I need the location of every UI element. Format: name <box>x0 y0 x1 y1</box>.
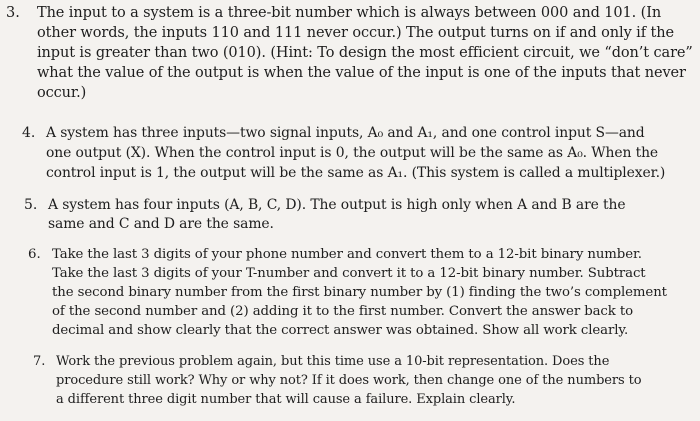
problem-number: 6. <box>28 247 41 262</box>
problem-text-line: what the value of the output is when the value of the input is one of the inputs that never <box>37 65 686 81</box>
problem-number: 3. <box>6 5 20 21</box>
problem-text-line: Take the last 3 digits of your T-number and convert it to a 12-bit binary number. Subtract <box>52 266 646 281</box>
problem-text-line: control input is 1, the output will be the same as A₁. (This system is called a multiplexer.) <box>46 165 666 181</box>
problem-text-line: A system has three inputs—two signal inputs, A₀ and A₁, and one control input S—and <box>46 125 645 141</box>
problem-text-line: of the second number and (2) adding it to the first number. Convert the answer back to <box>52 304 634 319</box>
problem-text-line: A system has four inputs (A, B, C, D). The output is high only when A and B are the <box>48 197 626 213</box>
problem-number: 7. <box>33 354 46 369</box>
problem-text-line: input is greater than two (010). (Hint: To design the most efficient circuit, we “don’t care” <box>37 45 693 61</box>
problem-text-line: the second binary number from the first binary number by (1) finding the two’s complement <box>52 285 667 300</box>
problem-text-line: occur.) <box>37 85 87 101</box>
problem-text-line: other words, the inputs 110 and 111 never occur.) The output turns on if and only if the <box>37 25 674 41</box>
problem-number: 4. <box>22 125 36 141</box>
problem-text-line: same and C and D are the same. <box>48 216 274 232</box>
problem-text-line: a different three digit number that will cause a failure. Explain clearly. <box>56 392 516 407</box>
problem-text-line: procedure still work? Why or why not? If it does work, then change one of the numbers to <box>56 373 642 388</box>
problem-text-line: decimal and show clearly that the correct answer was obtained. Show all work clearly. <box>52 323 629 338</box>
problem-number: 5. <box>24 197 38 213</box>
problem-text-line: Work the previous problem again, but this time use a 10-bit representation. Does the <box>56 354 610 369</box>
problem-text-line: one output (X). When the control input is 0, the output will be the same as A₀. When the <box>46 145 659 161</box>
problem-text-line: The input to a system is a three-bit number which is always between 000 and 101. (In <box>37 5 662 21</box>
problem-text-line: Take the last 3 digits of your phone number and convert them to a 12-bit binary number. <box>52 247 642 262</box>
